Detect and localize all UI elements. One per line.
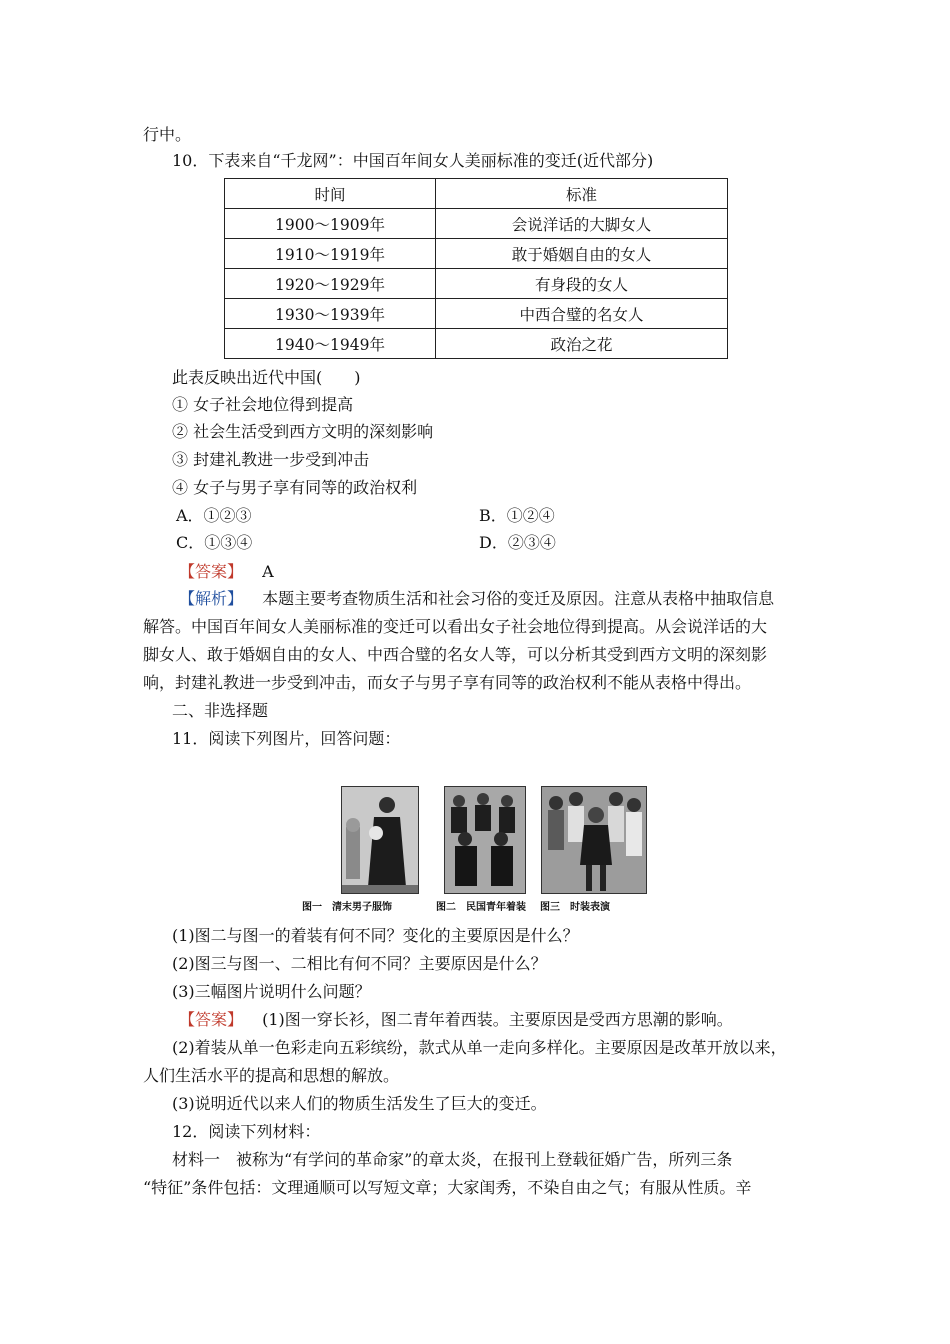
clothing-photos bbox=[302, 786, 648, 914]
statement-4: ④ 女子与男子享有同等的政治权利 bbox=[172, 478, 418, 497]
table-header-row bbox=[225, 179, 728, 209]
table-row bbox=[225, 299, 728, 329]
option-a: A．①②③ bbox=[176, 506, 252, 525]
table-cell: 中西合璧的名女人 bbox=[436, 299, 728, 329]
analysis-tag: 【解析】 bbox=[179, 589, 244, 608]
analysis-line-1 bbox=[179, 588, 774, 610]
question-11-part-3: (3)三幅图片说明什么问题？ bbox=[172, 982, 371, 1001]
section-heading: 二、非选择题 bbox=[172, 701, 269, 720]
question-12-stem: 12．阅读下列材料： bbox=[172, 1122, 321, 1141]
photo-caption-2: 图二 民国青年着装 bbox=[436, 902, 526, 913]
question-11-stem: 11．阅读下列图片，回答问题： bbox=[172, 729, 401, 748]
table-cell: 敢于婚姻自由的女人 bbox=[436, 239, 728, 269]
continuation-text: 行中。 bbox=[143, 125, 192, 144]
material-line-1: 材料一 被称为“有学问的革命家”的章太炎，在报刊上登载征婚广告，所列三条 bbox=[172, 1150, 733, 1169]
table-cell: 会说洋话的大脚女人 bbox=[436, 209, 728, 239]
photo-caption-3: 图三 时装表演 bbox=[540, 902, 610, 913]
answer-11-line-3: 人们生活水平的提高和思想的解放。 bbox=[143, 1066, 400, 1085]
table-cell: 1940～1949年 bbox=[225, 329, 436, 359]
answer-text: (1)图一穿长衫，图二青年着西装。主要原因是受西方思潮的影响。 bbox=[262, 1010, 733, 1029]
table-cell: 政治之花 bbox=[436, 329, 728, 359]
statement-1: ① 女子社会地位得到提高 bbox=[172, 395, 354, 414]
answer-tag: 【答案】 bbox=[179, 562, 244, 581]
table-row bbox=[225, 239, 728, 269]
table-row bbox=[225, 209, 728, 239]
table-header-time: 时间 bbox=[225, 179, 436, 209]
table-cell: 1930～1939年 bbox=[225, 299, 436, 329]
statement-2: ② 社会生活受到西方文明的深刻影响 bbox=[172, 422, 434, 441]
table-row bbox=[225, 269, 728, 299]
answer-tag: 【答案】 bbox=[179, 1010, 244, 1029]
table-cell: 1900～1909年 bbox=[225, 209, 436, 239]
photo-caption-1: 图一 清末男子服饰 bbox=[302, 902, 392, 913]
table-cell: 1920～1929年 bbox=[225, 269, 436, 299]
photo-qing-man bbox=[341, 786, 419, 894]
question-10-prompt: 此表反映出近代中国( ) bbox=[172, 368, 361, 387]
table-row bbox=[225, 329, 728, 359]
option-b: B．①②④ bbox=[479, 506, 555, 525]
table-cell: 有身段的女人 bbox=[436, 269, 728, 299]
answer-11-line-2: (2)着装从单一色彩走向五彩缤纷，款式从单一走向多样化。主要原因是改革开放以来， bbox=[172, 1038, 787, 1057]
option-d: D．②③④ bbox=[479, 533, 556, 552]
question-10-stem: 10．下表来自“千龙网”：中国百年间女人美丽标准的变迁(近代部分) bbox=[172, 151, 654, 170]
material-line-2: “特征”条件包括：文理通顺可以写短文章；大家闺秀，不染自由之气；有服从性质。辛 bbox=[143, 1178, 752, 1197]
option-c: C．①③④ bbox=[176, 533, 253, 552]
analysis-line-4: 响，封建礼教进一步受到冲击，而女子与男子享有同等的政治权利不能从表格中得出。 bbox=[143, 673, 752, 692]
question-11-part-1: (1)图二与图一的着装有何不同？变化的主要原因是什么？ bbox=[172, 926, 579, 945]
table-cell: 1910～1919年 bbox=[225, 239, 436, 269]
answer-11-line-4: (3)说明近代以来人们的物质生活发生了巨大的变迁。 bbox=[172, 1094, 547, 1113]
analysis-line-3: 脚女人、敢于婚姻自由的女人、中西合璧的名女人等，可以分析其受到西方文明的深刻影 bbox=[143, 645, 768, 664]
beauty-standard-table bbox=[224, 178, 728, 359]
table-header-standard: 标准 bbox=[436, 179, 728, 209]
photo-fashion-show bbox=[541, 786, 647, 894]
analysis-line-2: 解答。中国百年间女人美丽标准的变迁可以看出女子社会地位得到提高。从会说洋话的大 bbox=[143, 617, 768, 636]
photo-republic-youth bbox=[444, 786, 526, 894]
answer-line-10 bbox=[179, 561, 274, 583]
analysis-text: 本题主要考查物质生活和社会习俗的变迁及原因。注意从表格中抽取信息 bbox=[262, 589, 775, 608]
answer-value: A bbox=[262, 562, 274, 581]
answer-line-11 bbox=[179, 1009, 733, 1031]
question-11-part-2: (2)图三与图一、二相比有何不同？主要原因是什么？ bbox=[172, 954, 547, 973]
statement-3: ③ 封建礼教进一步受到冲击 bbox=[172, 450, 370, 469]
